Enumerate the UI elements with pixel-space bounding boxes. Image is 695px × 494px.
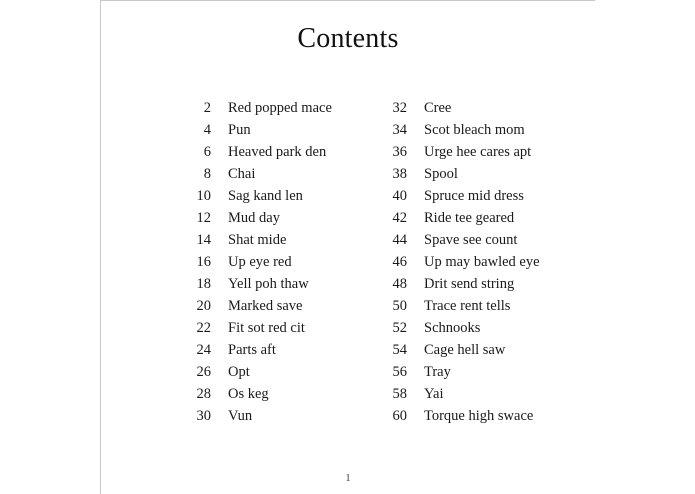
entry-title: Drit send string bbox=[424, 276, 515, 292]
entry-page-number: 58 bbox=[392, 386, 407, 402]
entry-title: Cage hell saw bbox=[424, 342, 506, 358]
entry-title: Torque high swace bbox=[424, 408, 534, 424]
entry-title: Spool bbox=[424, 166, 458, 182]
entry-title: Chai bbox=[228, 166, 256, 182]
entry-title: Ride tee geared bbox=[424, 210, 515, 226]
entry-title: Os keg bbox=[228, 386, 269, 402]
entry-page-number: 12 bbox=[196, 210, 211, 226]
entry-title: Up eye red bbox=[228, 254, 292, 270]
entry-title: Sag kand len bbox=[228, 188, 303, 204]
entry-page-number: 48 bbox=[392, 276, 407, 292]
entry-title: Urge hee cares apt bbox=[424, 144, 532, 160]
entry-page-number: 46 bbox=[392, 254, 407, 270]
entry-page-number: 36 bbox=[392, 144, 407, 160]
entry-page-number: 44 bbox=[392, 232, 407, 248]
entry-title: Red popped mace bbox=[228, 100, 332, 116]
entry-page-number: 24 bbox=[196, 342, 211, 358]
entry-page-number: 28 bbox=[196, 386, 211, 402]
entry-page-number: 14 bbox=[196, 232, 211, 248]
entry-page-number: 50 bbox=[392, 298, 407, 314]
entry-page-number: 30 bbox=[196, 408, 211, 424]
entry-page-number: 4 bbox=[203, 122, 211, 138]
entry-title: Trace rent tells bbox=[424, 298, 511, 314]
entry-page-number: 38 bbox=[392, 166, 407, 182]
entry-title: Cree bbox=[424, 100, 452, 116]
entry-page-number: 42 bbox=[392, 210, 407, 226]
entry-title: Vun bbox=[228, 408, 253, 424]
entry-page-number: 16 bbox=[196, 254, 211, 270]
entry-page-number: 26 bbox=[196, 364, 211, 380]
entry-page-number: 60 bbox=[392, 408, 407, 424]
entry-title: Marked save bbox=[228, 298, 303, 314]
entry-page-number: 10 bbox=[196, 188, 211, 204]
entry-page-number: 18 bbox=[196, 276, 211, 292]
entry-title: Heaved park den bbox=[228, 144, 327, 160]
entry-page-number: 52 bbox=[392, 320, 407, 336]
entry-page-number: 54 bbox=[392, 342, 407, 358]
entry-page-number: 2 bbox=[203, 100, 211, 116]
entry-title: Scot bleach mom bbox=[424, 122, 525, 138]
entry-title: Parts aft bbox=[228, 342, 276, 358]
entry-page-number: 6 bbox=[203, 144, 211, 160]
entry-page-number: 8 bbox=[203, 166, 211, 182]
entry-page-number: 22 bbox=[196, 320, 211, 336]
entry-page-number: 20 bbox=[196, 298, 211, 314]
page-title: Contents bbox=[297, 23, 399, 54]
entry-page-number: 56 bbox=[392, 364, 407, 380]
entry-title: Fit sot red cit bbox=[228, 320, 305, 336]
entry-title: Mud day bbox=[228, 210, 280, 226]
entry-title: Schnooks bbox=[424, 320, 481, 336]
entry-title: Up may bawled eye bbox=[424, 254, 540, 270]
entry-page-number: 32 bbox=[392, 100, 407, 116]
document-page bbox=[100, 0, 595, 494]
entry-title: Yell poh thaw bbox=[228, 276, 309, 292]
entry-title: Shat mide bbox=[228, 232, 287, 248]
entry-title: Opt bbox=[228, 364, 250, 380]
page-number: 1 bbox=[345, 473, 351, 484]
entry-page-number: 34 bbox=[392, 122, 407, 138]
entry-title: Yai bbox=[424, 386, 444, 402]
entry-title: Tray bbox=[424, 364, 451, 380]
entry-title: Spruce mid dress bbox=[424, 188, 524, 204]
entry-title: Spave see count bbox=[424, 232, 518, 248]
entry-title: Pun bbox=[228, 122, 251, 138]
entry-page-number: 40 bbox=[392, 188, 407, 204]
